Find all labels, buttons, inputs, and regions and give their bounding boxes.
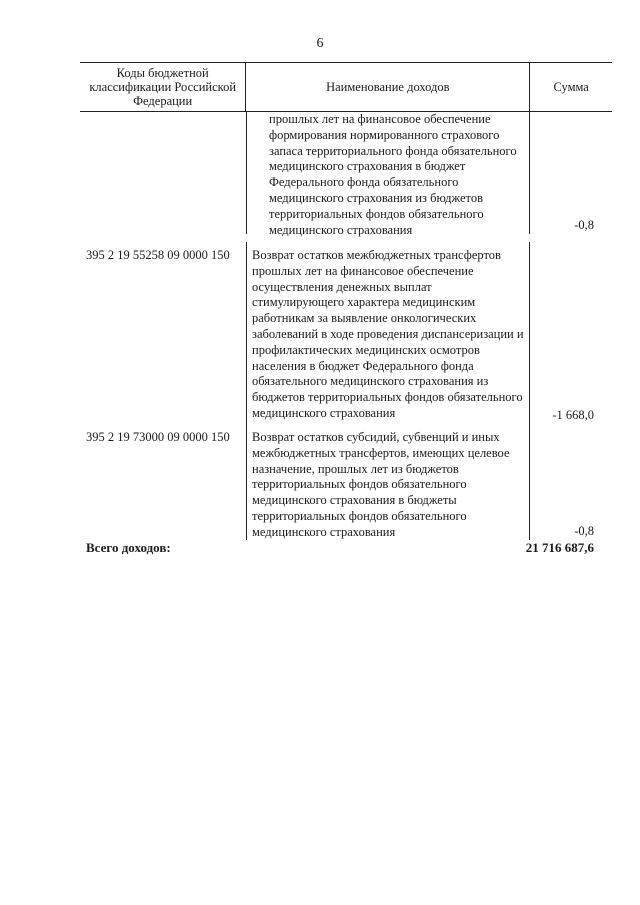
row-name bbox=[246, 112, 530, 237]
table-row bbox=[80, 112, 612, 237]
table-row bbox=[80, 424, 612, 540]
row-sum: -0,8 bbox=[574, 524, 594, 539]
total-label: Всего доходов: bbox=[86, 540, 171, 555]
header-sum: Сумма bbox=[553, 80, 589, 94]
page-number: 6 bbox=[316, 36, 324, 51]
row-name bbox=[246, 242, 530, 424]
table-body bbox=[80, 112, 612, 540]
row-code: 395 2 19 55258 09 0000 150 bbox=[86, 248, 230, 262]
row-name-text: Возврат остатков межбюджетных трансфертов прошлых лет на финансовое обеспечение осуществления денежных выплат стимулирующего характера медицинским работникам за выявление онкологических заболеваний в ходе проведения диспансеризации и профилактических медицинских осмотров населения в бюджет Федерального фонда обязательного медицинского страхования из бюджетов территориальных фондов обязательного медицинского страхования bbox=[252, 248, 524, 420]
row-code: 395 2 19 73000 09 0000 150 bbox=[86, 430, 230, 444]
header-codes: Коды бюджетной классификации Российской Федерации bbox=[89, 66, 237, 108]
row-sum: -1 668,0 bbox=[552, 408, 594, 423]
table-row bbox=[80, 234, 612, 424]
row-name bbox=[246, 424, 530, 540]
income-table bbox=[80, 62, 612, 540]
table-header bbox=[80, 62, 612, 112]
total-row bbox=[80, 540, 612, 556]
total-value: 21 716 687,6 bbox=[525, 540, 594, 555]
row-name-text: прошлых лет на финансовое обеспечение формирования нормированного страхового запаса территориального фонда обязательного медицинского страхования в бюджет Федерального фонда обязательного медицинского страхования из бюджетов территориальных фондов обязательного медицинского страхования bbox=[269, 112, 517, 237]
header-name: Наименование доходов bbox=[245, 63, 530, 111]
row-name-text: Возврат остатков субсидий, субвенций и иных межбюджетных трансфертов, имеющих целевое назначение, прошлых лет из бюджетов территориальных фондов обязательного медицинского страхования в бюджеты территориальных фондов обязательного медицинского страхования bbox=[252, 430, 510, 539]
row-sum: -0,8 bbox=[574, 218, 594, 233]
row-code bbox=[80, 112, 246, 234]
